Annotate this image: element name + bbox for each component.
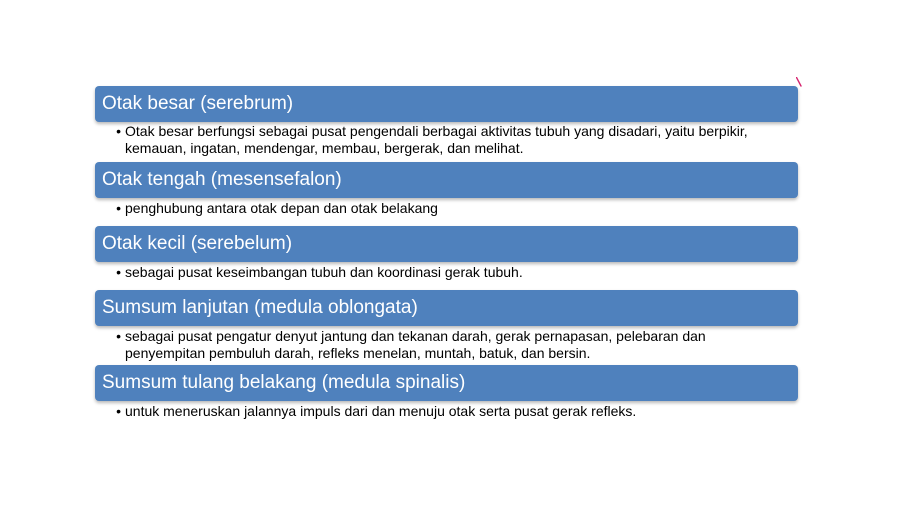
- bullet-icon: •: [116, 328, 121, 344]
- section-body: [95, 403, 785, 420]
- bullet-text: sebagai pusat keseimbangan tubuh dan koordinasi gerak tubuh.: [125, 264, 523, 280]
- bullet-item: [95, 328, 785, 362]
- bullet-text: Otak besar berfungsi sebagai pusat pengendali berbagai aktivitas tubuh yang disadari, yaitu berpikir, kemauan, ingatan, mendengar, membau, bergerak, dan melihat.: [125, 123, 748, 156]
- section-heading: Otak tengah (mesensefalon): [95, 162, 798, 198]
- bullet-text: penghubung antara otak depan dan otak belakang: [125, 200, 438, 216]
- bullet-icon: •: [116, 123, 121, 139]
- section-body: [95, 200, 785, 217]
- bullet-item: [95, 403, 785, 420]
- bullet-text: sebagai pusat pengatur denyut jantung dan tekanan darah, gerak pernapasan, pelebaran dan penyempitan pembuluh darah, refleks menelan, muntah, batuk, dan bersin.: [125, 328, 706, 361]
- bullet-icon: •: [116, 403, 121, 419]
- bullet-icon: •: [116, 264, 121, 280]
- section-heading: Otak kecil (serebelum): [95, 226, 798, 262]
- bullet-icon: •: [116, 200, 121, 216]
- pen-annotation-mark: [796, 77, 802, 87]
- section-heading: Sumsum lanjutan (medula oblongata): [95, 290, 798, 326]
- section-body: [95, 264, 785, 281]
- bullet-item: [95, 264, 785, 281]
- section-heading: Otak besar (serebrum): [95, 86, 798, 122]
- bullet-item: [95, 200, 785, 217]
- bullet-text: untuk meneruskan jalannya impuls dari dan menuju otak serta pusat gerak refleks.: [125, 403, 637, 419]
- section-body: [95, 328, 785, 362]
- bullet-item: [95, 123, 785, 157]
- section-body: [95, 123, 785, 157]
- section-heading: Sumsum tulang belakang (medula spinalis): [95, 365, 798, 401]
